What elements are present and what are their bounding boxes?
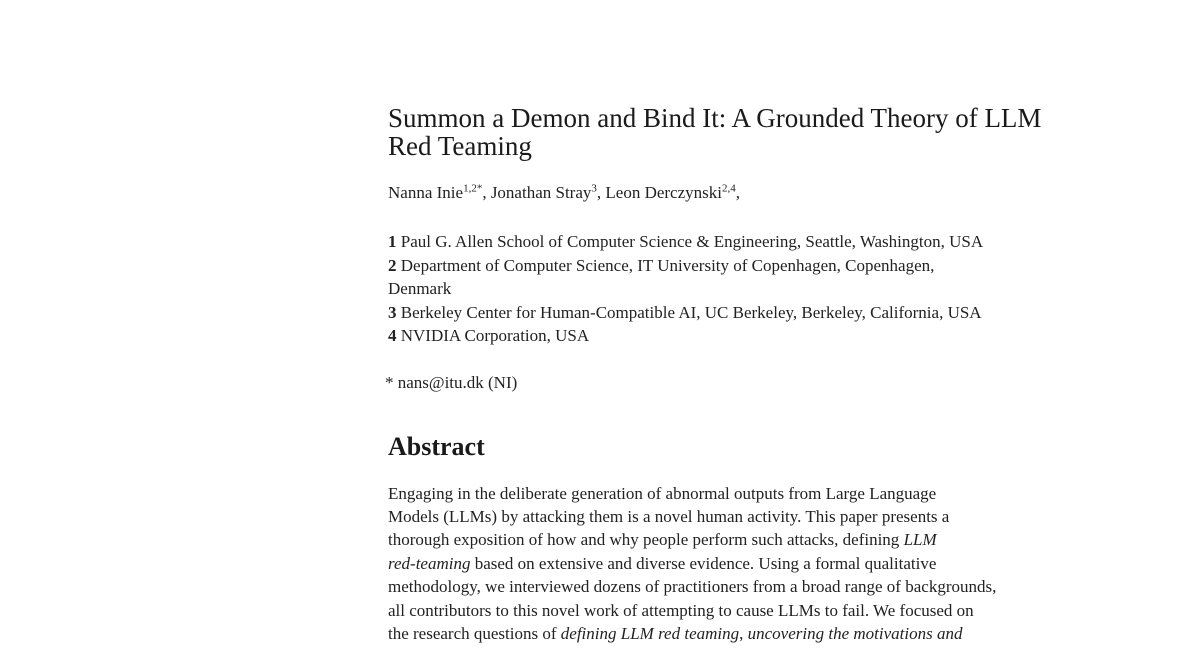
affiliation-list xyxy=(388,230,1148,348)
abstract-line xyxy=(388,552,1136,575)
abstract-text: thorough exposition of how and why people perform such attacks, defining xyxy=(388,530,904,550)
affiliation-number: 3 xyxy=(388,302,397,322)
affiliation-text: NVIDIA Corporation, USA xyxy=(400,326,590,345)
abstract-line xyxy=(388,505,1136,528)
abstract-text: methodology, we interviewed dozens of practitioners from a broad range of backgrounds, xyxy=(388,577,997,597)
abstract-line xyxy=(388,599,1136,622)
abstract-emphasis: defining LLM red teaming xyxy=(560,623,740,643)
abstract-text: based on extensive and diverse evidence. Using a formal qualitative xyxy=(470,553,937,573)
affiliation-number: 1 xyxy=(388,232,397,251)
abstract-heading: Abstract xyxy=(388,431,485,461)
abstract-line xyxy=(388,575,1136,598)
author-list xyxy=(388,182,1148,204)
affiliation-line xyxy=(388,277,1148,301)
author-name: Leon Derczynski xyxy=(605,183,722,202)
corresponding-email: * nans@itu.dk (NI) xyxy=(385,372,518,392)
affiliation-number: 2 xyxy=(388,255,397,275)
author-name: Nanna Inie xyxy=(388,183,464,202)
author-affiliation-marker: 2,4 xyxy=(721,182,736,195)
affiliation-line xyxy=(388,301,1148,325)
author-separator: , xyxy=(735,183,740,202)
author-affiliation-marker: 1,2* xyxy=(463,182,483,195)
author-affiliation-marker: 3 xyxy=(591,182,597,195)
abstract-text: all contributors to this novel work of attempting to cause LLMs to fail. We focused on xyxy=(388,600,974,620)
author-separator: , xyxy=(596,183,606,202)
abstract-text: the research questions of xyxy=(388,623,561,643)
paper-page xyxy=(385,103,1148,645)
affiliation-text: Denmark xyxy=(388,279,452,298)
affiliation-text: Berkeley Center for Human-Compatible AI, UC Berkeley, Berkeley, California, USA xyxy=(400,302,982,322)
affiliation-line xyxy=(388,324,1148,348)
author-separator: , xyxy=(482,183,491,202)
abstract-emphasis: red-teaming xyxy=(388,553,471,573)
abstract-line xyxy=(388,528,1136,551)
abstract-emphasis: LLM xyxy=(903,530,937,550)
abstract-text: Engaging in the deliberate generation of abnormal outputs from Large Language xyxy=(388,483,937,503)
author-name: Jonathan Stray xyxy=(490,183,592,202)
paper-title xyxy=(388,104,1148,160)
abstract-text: , xyxy=(739,623,748,643)
title-line-2: Red Teaming xyxy=(388,131,532,161)
affiliation-line xyxy=(388,230,1148,254)
affiliation-text: Paul G. Allen School of Computer Science & Engineering, Seattle, Washington, USA xyxy=(400,232,984,251)
abstract-line xyxy=(388,482,1136,505)
abstract-emphasis: uncovering the motivations and xyxy=(747,623,963,643)
title-line-1: Summon a Demon and Bind It: A Grounded Theory of LLM xyxy=(388,103,1042,133)
abstract-text: Models (LLMs) by attacking them is a novel human activity. This paper presents a xyxy=(388,506,950,526)
affiliation-number: 4 xyxy=(388,326,397,345)
abstract-body xyxy=(388,482,1136,646)
affiliation-text: Department of Computer Science, IT University of Copenhagen, Copenhagen, xyxy=(400,255,935,275)
affiliation-line xyxy=(388,254,1148,278)
abstract-line xyxy=(388,622,1136,645)
